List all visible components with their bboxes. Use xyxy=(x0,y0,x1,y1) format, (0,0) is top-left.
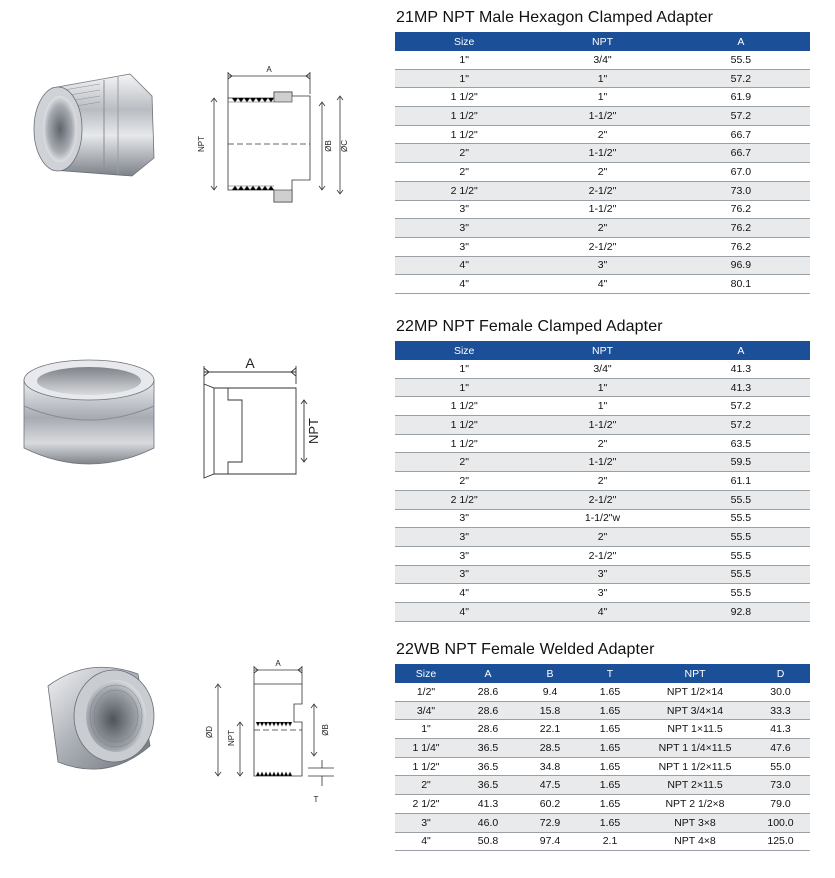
table-cell: 61.1 xyxy=(672,472,810,491)
table-cell: 57.2 xyxy=(672,107,810,126)
table-cell: 33.3 xyxy=(751,701,810,720)
table-cell: 55.0 xyxy=(751,757,810,776)
table-cell: 1" xyxy=(395,69,533,88)
table-cell: 2" xyxy=(533,163,671,182)
table-cell: 4" xyxy=(533,275,671,294)
table-row xyxy=(395,832,810,851)
table-cell: 1" xyxy=(533,69,671,88)
table-cell: 1.65 xyxy=(581,757,639,776)
table-cell: 2" xyxy=(533,125,671,144)
table-row xyxy=(395,69,810,88)
dim-label-d: ØD xyxy=(205,726,214,738)
table-cell: 1-1/2" xyxy=(533,107,671,126)
table-cell: 73.0 xyxy=(672,181,810,200)
table-cell: 1" xyxy=(395,51,533,69)
table-cell: 1" xyxy=(395,720,457,739)
column-header: NPT xyxy=(639,664,751,683)
table-cell: 59.5 xyxy=(672,453,810,472)
table-row xyxy=(395,720,810,739)
table-cell: NPT 2×11.5 xyxy=(639,776,751,795)
table-cell: 41.3 xyxy=(672,378,810,397)
table-cell: 55.5 xyxy=(672,509,810,528)
male-hex-adapter-photo xyxy=(22,66,162,186)
dim-label-a: A xyxy=(275,660,281,668)
table-cell: 100.0 xyxy=(751,813,810,832)
column-header: Size xyxy=(395,32,533,51)
table-cell: 1.65 xyxy=(581,683,639,701)
table-cell: 2" xyxy=(395,472,533,491)
table-header-row xyxy=(395,664,810,683)
table-cell: 3" xyxy=(533,584,671,603)
table-cell: NPT 1 1/2×11.5 xyxy=(639,757,751,776)
table-cell: 3/4" xyxy=(533,51,671,69)
spec-table-22wb xyxy=(395,664,810,851)
table-cell: 1-1/2" xyxy=(533,144,671,163)
column-header: T xyxy=(581,664,639,683)
table-header-row xyxy=(395,341,810,360)
table-cell: 1 1/2" xyxy=(395,397,533,416)
dim-label-npt: NPT xyxy=(227,730,236,746)
table-cell: 28.6 xyxy=(457,683,519,701)
table-cell: 3/4" xyxy=(533,360,671,378)
table-row xyxy=(395,776,810,795)
table-cell: 2" xyxy=(395,144,533,163)
table-cell: 3/4" xyxy=(395,701,457,720)
table-cell: 1.65 xyxy=(581,776,639,795)
table-cell: 2-1/2" xyxy=(533,546,671,565)
table-cell: 3" xyxy=(395,565,533,584)
column-header: A xyxy=(457,664,519,683)
table-cell: 2.1 xyxy=(581,832,639,851)
table-cell: 41.3 xyxy=(751,720,810,739)
table-cell: 55.5 xyxy=(672,584,810,603)
table-row xyxy=(395,453,810,472)
column-header: D xyxy=(751,664,810,683)
table-cell: 63.5 xyxy=(672,434,810,453)
table-cell: 125.0 xyxy=(751,832,810,851)
table-cell: 28.6 xyxy=(457,720,519,739)
table-cell: 72.9 xyxy=(519,813,581,832)
table-cell: 1" xyxy=(395,360,533,378)
table-cell: 55.5 xyxy=(672,528,810,547)
table-cell: 3" xyxy=(395,219,533,238)
table-cell: 2-1/2" xyxy=(533,181,671,200)
table-cell: 2" xyxy=(533,528,671,547)
male-hex-adapter-drawing xyxy=(192,62,352,212)
dim-label-b: ØB xyxy=(324,140,333,152)
table-cell: NPT 1 1/4×11.5 xyxy=(639,739,751,758)
column-header: B xyxy=(519,664,581,683)
table-row xyxy=(395,51,810,69)
table-cell: 80.1 xyxy=(672,275,810,294)
table-cell: 34.8 xyxy=(519,757,581,776)
female-clamped-adapter-drawing xyxy=(192,354,342,479)
table-cell: 66.7 xyxy=(672,125,810,144)
table-cell: 92.8 xyxy=(672,602,810,621)
table-cell: 2-1/2" xyxy=(533,237,671,256)
table-cell: 3" xyxy=(533,565,671,584)
table-row xyxy=(395,200,810,219)
table-header-row xyxy=(395,32,810,51)
table-cell: NPT 2 1/2×8 xyxy=(639,795,751,814)
table-cell: 55.5 xyxy=(672,565,810,584)
table-cell: 41.3 xyxy=(672,360,810,378)
table-cell: 2" xyxy=(395,453,533,472)
table-cell: 66.7 xyxy=(672,144,810,163)
table-cell: 28.5 xyxy=(519,739,581,758)
column-header: A xyxy=(672,32,810,51)
table-row xyxy=(395,795,810,814)
table-cell: 1-1/2" xyxy=(533,416,671,435)
table-cell: 15.8 xyxy=(519,701,581,720)
table-cell: 2" xyxy=(533,472,671,491)
table-row xyxy=(395,125,810,144)
table-cell: 2 1/2" xyxy=(395,490,533,509)
table-cell: 28.6 xyxy=(457,701,519,720)
table-cell: 60.2 xyxy=(519,795,581,814)
table-row xyxy=(395,237,810,256)
dim-label-npt: NPT xyxy=(197,136,206,152)
table-cell: 3" xyxy=(395,528,533,547)
table-cell: 4" xyxy=(395,584,533,603)
table-row xyxy=(395,565,810,584)
table-row xyxy=(395,181,810,200)
table-cell: 3" xyxy=(395,813,457,832)
table-cell: 47.6 xyxy=(751,739,810,758)
table-cell: 96.9 xyxy=(672,256,810,275)
table-cell: 76.2 xyxy=(672,200,810,219)
table-cell: 3" xyxy=(533,256,671,275)
table-cell: 55.5 xyxy=(672,490,810,509)
table-row xyxy=(395,256,810,275)
table-row xyxy=(395,546,810,565)
table-cell: 2-1/2" xyxy=(533,490,671,509)
table-cell: NPT 4×8 xyxy=(639,832,751,851)
table-cell: 55.5 xyxy=(672,51,810,69)
table-row xyxy=(395,602,810,621)
table-cell: 2 1/2" xyxy=(395,795,457,814)
table-cell: 3" xyxy=(395,200,533,219)
table-row xyxy=(395,416,810,435)
table-cell: 76.2 xyxy=(672,219,810,238)
table-cell: NPT 3×8 xyxy=(639,813,751,832)
section-title-22mp: 22MP NPT Female Clamped Adapter xyxy=(396,318,663,335)
table-cell: 1 1/2" xyxy=(395,757,457,776)
table-cell: 41.3 xyxy=(457,795,519,814)
dim-label-b: ØB xyxy=(321,724,330,736)
column-header: A xyxy=(672,341,810,360)
table-row xyxy=(395,683,810,701)
table-cell: 1 1/2" xyxy=(395,416,533,435)
table-cell: 1.65 xyxy=(581,795,639,814)
table-row xyxy=(395,360,810,378)
female-clamped-adapter-photo xyxy=(14,352,164,477)
table-row xyxy=(395,490,810,509)
table-cell: 2" xyxy=(395,163,533,182)
table-row xyxy=(395,584,810,603)
table-cell: 47.5 xyxy=(519,776,581,795)
table-cell: 1-1/2" xyxy=(533,453,671,472)
table-row xyxy=(395,528,810,547)
female-welded-adapter-photo xyxy=(28,650,163,785)
table-row xyxy=(395,757,810,776)
table-cell: 3" xyxy=(395,509,533,528)
table-cell: 9.4 xyxy=(519,683,581,701)
dim-label-a: A xyxy=(266,65,272,74)
table-cell: 4" xyxy=(395,602,533,621)
table-cell: 36.5 xyxy=(457,776,519,795)
table-cell: 36.5 xyxy=(457,739,519,758)
table-row xyxy=(395,701,810,720)
table-cell: 57.2 xyxy=(672,416,810,435)
spec-table-21mp xyxy=(395,32,810,294)
table-cell: 2" xyxy=(533,219,671,238)
table-row xyxy=(395,509,810,528)
dim-label-npt: NPT xyxy=(306,418,321,444)
table-row xyxy=(395,144,810,163)
table-row xyxy=(395,107,810,126)
table-cell: NPT 3/4×14 xyxy=(639,701,751,720)
table-row xyxy=(395,163,810,182)
table-row xyxy=(395,378,810,397)
table-row xyxy=(395,275,810,294)
table-cell: 76.2 xyxy=(672,237,810,256)
table-cell: 73.0 xyxy=(751,776,810,795)
table-cell: 2" xyxy=(533,434,671,453)
dim-label-t: T xyxy=(313,795,319,804)
table-cell: 1 1/2" xyxy=(395,434,533,453)
table-cell: 61.9 xyxy=(672,88,810,107)
table-cell: 36.5 xyxy=(457,757,519,776)
table-row xyxy=(395,739,810,758)
table-row xyxy=(395,472,810,491)
table-cell: 79.0 xyxy=(751,795,810,814)
table-cell: 4" xyxy=(395,832,457,851)
section-title-22wb: 22WB NPT Female Welded Adapter xyxy=(396,641,655,658)
dim-label-c: ØC xyxy=(340,140,349,152)
table-row xyxy=(395,397,810,416)
table-cell: 1 1/2" xyxy=(395,107,533,126)
table-cell: 50.8 xyxy=(457,832,519,851)
table-cell: 55.5 xyxy=(672,546,810,565)
table-cell: 4" xyxy=(533,602,671,621)
table-cell: 30.0 xyxy=(751,683,810,701)
table-cell: NPT 1/2×14 xyxy=(639,683,751,701)
table-cell: 3" xyxy=(395,237,533,256)
table-cell: 46.0 xyxy=(457,813,519,832)
column-header: Size xyxy=(395,664,457,683)
table-cell: 1" xyxy=(395,378,533,397)
table-cell: 1 1/2" xyxy=(395,125,533,144)
table-cell: 57.2 xyxy=(672,397,810,416)
table-cell: 1-1/2" xyxy=(533,200,671,219)
table-cell: 67.0 xyxy=(672,163,810,182)
table-row xyxy=(395,88,810,107)
table-cell: 1.65 xyxy=(581,720,639,739)
spec-table-22mp xyxy=(395,341,810,622)
table-cell: 97.4 xyxy=(519,832,581,851)
dim-label-a: A xyxy=(245,355,255,371)
table-cell: 22.1 xyxy=(519,720,581,739)
table-row xyxy=(395,434,810,453)
column-header: NPT xyxy=(533,32,671,51)
column-header: NPT xyxy=(533,341,671,360)
table-cell: 1.65 xyxy=(581,701,639,720)
column-header: Size xyxy=(395,341,533,360)
table-cell: 4" xyxy=(395,256,533,275)
section-title-21mp: 21MP NPT Male Hexagon Clamped Adapter xyxy=(396,9,714,26)
table-cell: 2" xyxy=(395,776,457,795)
table-cell: 1" xyxy=(533,88,671,107)
table-cell: 1/2" xyxy=(395,683,457,701)
female-welded-adapter-drawing xyxy=(204,660,344,810)
table-row xyxy=(395,813,810,832)
table-row xyxy=(395,219,810,238)
table-cell: 1" xyxy=(533,397,671,416)
table-cell: 2 1/2" xyxy=(395,181,533,200)
table-cell: 1.65 xyxy=(581,739,639,758)
table-cell: 1" xyxy=(533,378,671,397)
table-cell: 3" xyxy=(395,546,533,565)
table-cell: NPT 1×11.5 xyxy=(639,720,751,739)
table-cell: 1.65 xyxy=(581,813,639,832)
table-cell: 1-1/2"w xyxy=(533,509,671,528)
table-cell: 1 1/4" xyxy=(395,739,457,758)
table-cell: 4" xyxy=(395,275,533,294)
table-cell: 57.2 xyxy=(672,69,810,88)
table-cell: 1 1/2" xyxy=(395,88,533,107)
